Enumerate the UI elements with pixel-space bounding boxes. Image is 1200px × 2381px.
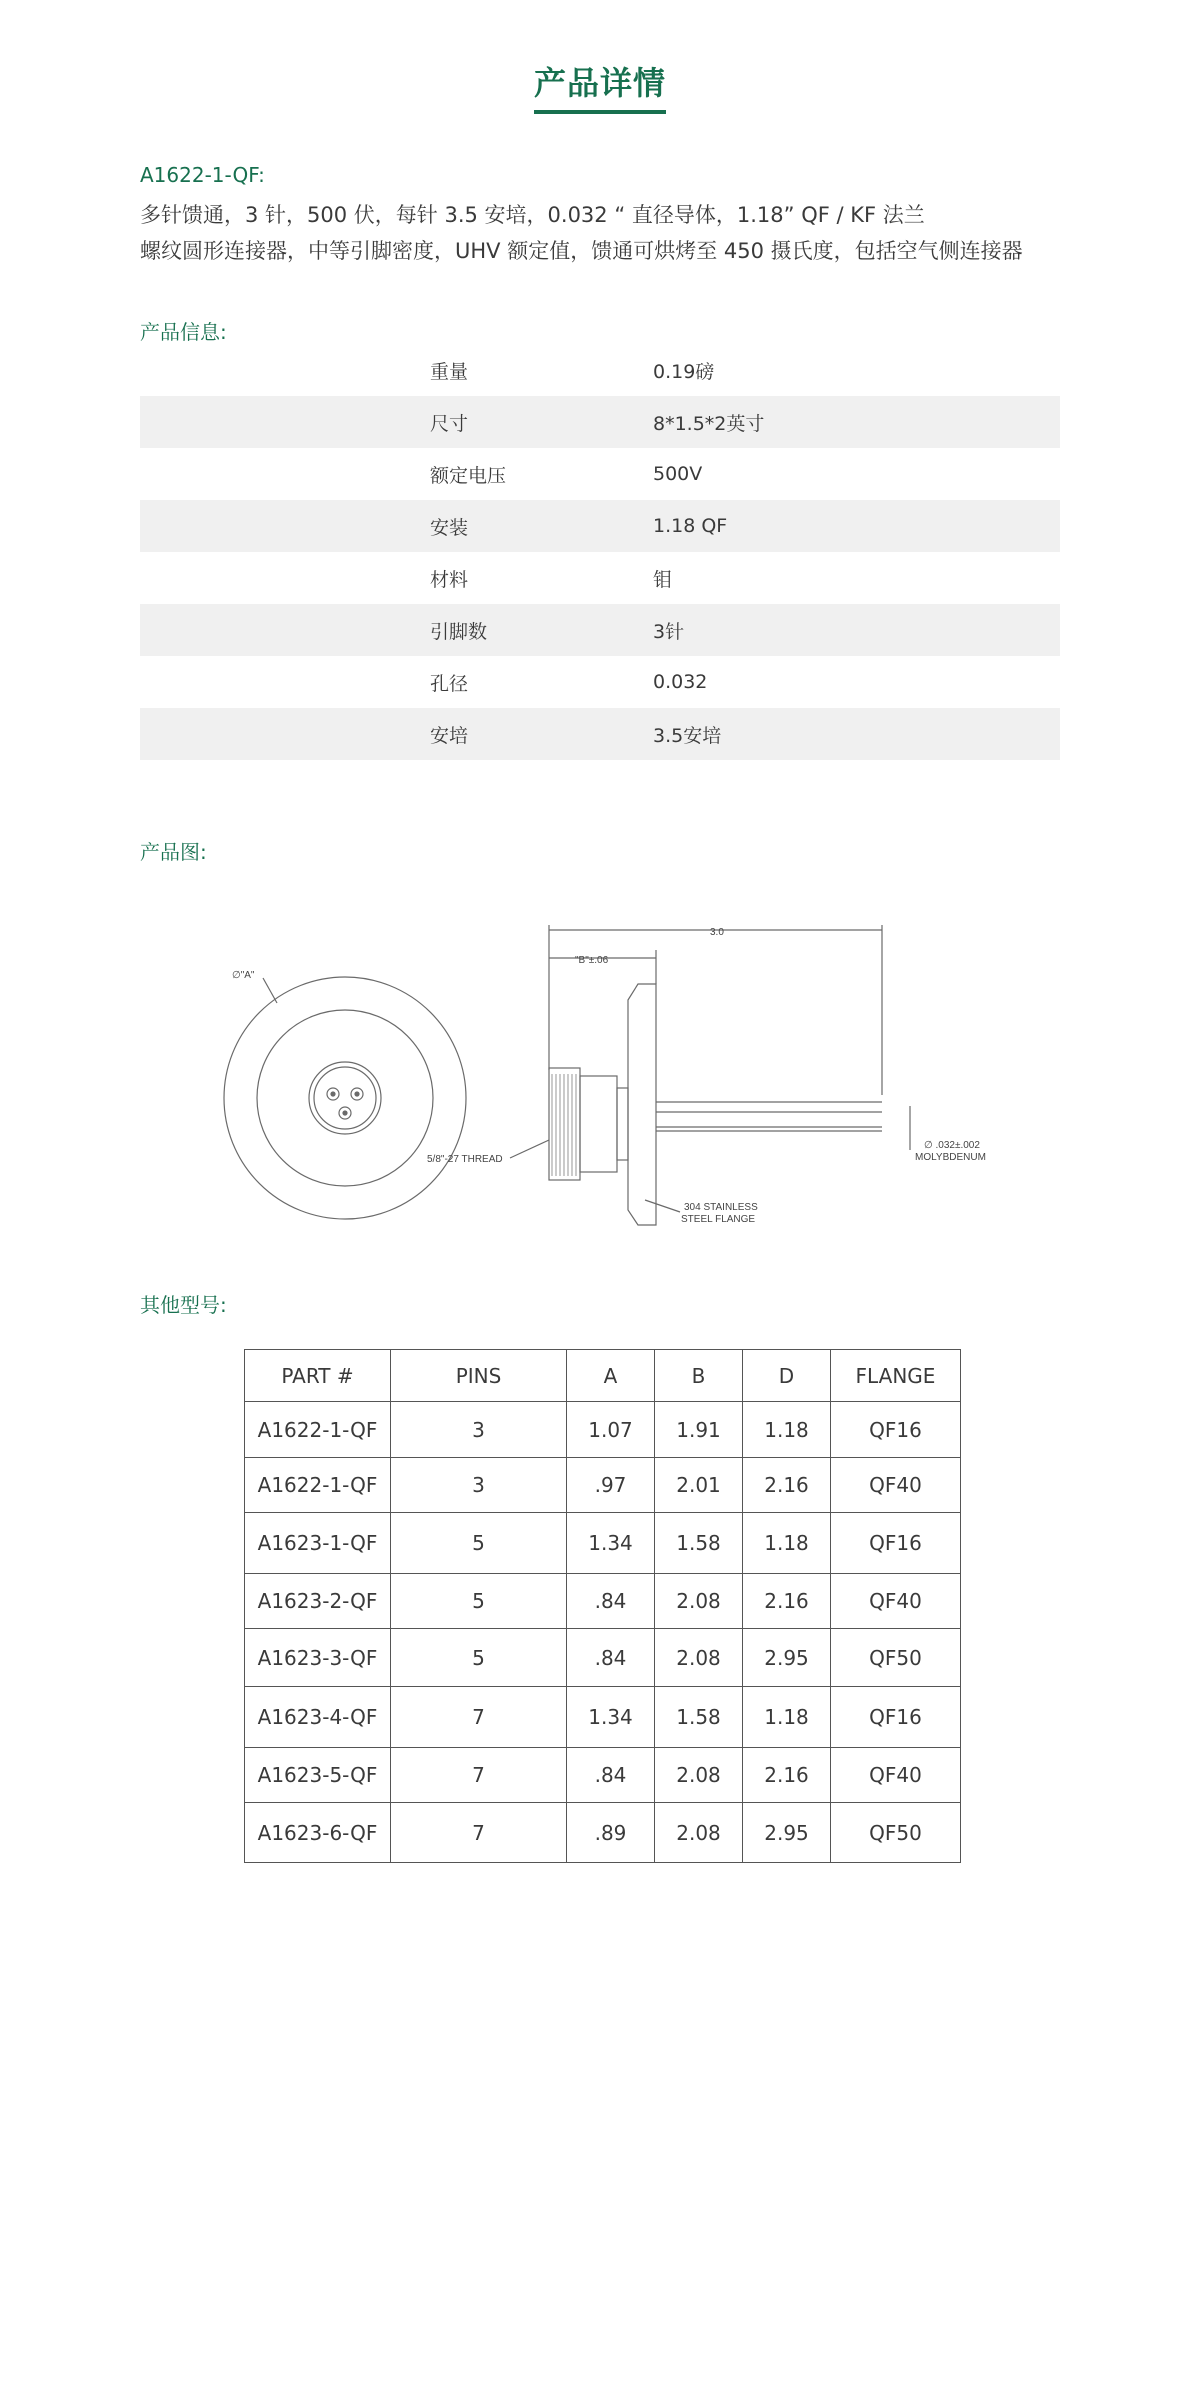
info-value: 0.19磅 xyxy=(653,360,715,383)
table-cell: 2.08 xyxy=(655,1748,743,1803)
connector-neck xyxy=(617,1088,628,1160)
info-row xyxy=(140,604,1060,656)
description-line-2: 螺纹圆形连接器，中等引脚密度，UHV 额定值，馈通可烘烤至 450 摄氏度，包括空气侧连接器 xyxy=(140,239,1023,263)
table-cell: 2.08 xyxy=(655,1574,743,1629)
front-view xyxy=(224,977,466,1219)
product-info-table xyxy=(140,344,1060,760)
table-cell: 1.58 xyxy=(655,1513,743,1574)
flange-leader xyxy=(645,1200,680,1212)
table-cell: 7 xyxy=(391,1803,567,1863)
thread-leader xyxy=(510,1140,549,1158)
flange-label-line-2: STEEL FLANGE xyxy=(681,1214,756,1225)
table-cell: 3 xyxy=(391,1402,567,1458)
product-info-label: 产品信息: xyxy=(140,320,227,344)
info-key: 引脚数 xyxy=(430,620,488,643)
column-header: FLANGE xyxy=(831,1350,961,1402)
product-diagram xyxy=(200,900,1000,1250)
info-row xyxy=(140,500,1060,552)
table-cell: A1623-2-QF xyxy=(245,1574,391,1629)
connector-ring-inner xyxy=(314,1067,376,1129)
info-key: 尺寸 xyxy=(430,412,469,435)
info-key: 重量 xyxy=(430,360,469,383)
table-cell: 1.91 xyxy=(655,1402,743,1458)
table-cell: A1623-1-QF xyxy=(245,1513,391,1574)
table-cell: QF50 xyxy=(831,1803,961,1863)
dim-overall-label: 3.0 xyxy=(710,927,724,938)
column-header: B xyxy=(655,1350,743,1402)
info-key: 材料 xyxy=(430,568,469,591)
table-cell: QF50 xyxy=(831,1629,961,1687)
flange-label-line-1: 304 STAINLESS xyxy=(684,1202,758,1213)
table-cell: 1.18 xyxy=(743,1513,831,1574)
table-cell: QF40 xyxy=(831,1748,961,1803)
table-row xyxy=(245,1574,961,1629)
connector-body xyxy=(580,1076,617,1172)
dim-b-label: "B"±.06 xyxy=(575,955,609,966)
table-header-row xyxy=(245,1350,961,1402)
table-cell: 1.58 xyxy=(655,1687,743,1748)
table-cell: 2.08 xyxy=(655,1629,743,1687)
pin-dot xyxy=(331,1092,335,1096)
table-cell: QF16 xyxy=(831,1687,961,1748)
table-cell: 1.34 xyxy=(567,1687,655,1748)
table-cell: QF16 xyxy=(831,1513,961,1574)
table-cell: 1.07 xyxy=(567,1402,655,1458)
table-cell: .84 xyxy=(567,1574,655,1629)
thread-hatching xyxy=(552,1074,576,1176)
wire-dim-label: ∅ .032±.002 xyxy=(924,1140,980,1151)
info-value: 500V xyxy=(653,463,703,485)
models-table xyxy=(244,1349,961,1863)
table-cell: 2.16 xyxy=(743,1748,831,1803)
table-cell: 5 xyxy=(391,1574,567,1629)
table-row xyxy=(245,1803,961,1863)
info-key: 孔径 xyxy=(430,672,469,695)
page-title xyxy=(0,58,1200,114)
model-number: A1622-1-QF: xyxy=(140,163,265,187)
table-cell: .97 xyxy=(567,1458,655,1513)
table-row xyxy=(245,1748,961,1803)
table-cell: 5 xyxy=(391,1513,567,1574)
pin-dot xyxy=(355,1092,359,1096)
table-cell: A1622-1-QF xyxy=(245,1402,391,1458)
table-row xyxy=(245,1687,961,1748)
other-models-label: 其他型号: xyxy=(140,1293,227,1317)
dim-a-label: ∅"A" xyxy=(232,970,255,981)
connector-ring-outer xyxy=(309,1062,381,1134)
table-cell: .84 xyxy=(567,1629,655,1687)
flange-inner-circle xyxy=(257,1010,433,1186)
table-cell: 3 xyxy=(391,1458,567,1513)
flange-outer-circle xyxy=(224,977,466,1219)
table-cell: 2.95 xyxy=(743,1803,831,1863)
table-row xyxy=(245,1458,961,1513)
column-header: PINS xyxy=(391,1350,567,1402)
table-cell: QF40 xyxy=(831,1458,961,1513)
table-cell: 5 xyxy=(391,1629,567,1687)
description-line-1: 多针馈通，3 针，500 伏，每针 3.5 安培，0.032 “ 直径导体，1.18” QF / KF 法兰 xyxy=(140,203,925,227)
table-row xyxy=(245,1629,961,1687)
table-cell: 2.01 xyxy=(655,1458,743,1513)
info-row xyxy=(140,656,1060,708)
info-row xyxy=(140,344,1060,396)
table-cell: 2.16 xyxy=(743,1458,831,1513)
dim-a-leader xyxy=(263,978,277,1003)
table-cell: QF40 xyxy=(831,1574,961,1629)
flange-profile xyxy=(628,984,656,1225)
pin-dot xyxy=(343,1111,347,1115)
product-diagram-label: 产品图: xyxy=(140,840,207,864)
table-cell: A1622-1-QF xyxy=(245,1458,391,1513)
info-key: 额定电压 xyxy=(430,464,507,487)
table-cell: .89 xyxy=(567,1803,655,1863)
thread-label: 5/8"-27 THREAD xyxy=(427,1154,503,1165)
table-cell: 1.18 xyxy=(743,1687,831,1748)
info-value: 0.032 xyxy=(653,671,708,693)
info-row xyxy=(140,396,1060,448)
side-view xyxy=(510,925,910,1225)
table-cell: 7 xyxy=(391,1687,567,1748)
info-key: 安装 xyxy=(430,516,469,539)
table-cell: 7 xyxy=(391,1748,567,1803)
table-cell: 2.95 xyxy=(743,1629,831,1687)
thread-body xyxy=(549,1068,580,1180)
table-cell: A1623-5-QF xyxy=(245,1748,391,1803)
info-value: 1.18 QF xyxy=(653,515,728,537)
info-row xyxy=(140,448,1060,500)
table-cell: A1623-4-QF xyxy=(245,1687,391,1748)
table-row xyxy=(245,1402,961,1458)
table-cell: 1.34 xyxy=(567,1513,655,1574)
wire-material-label: MOLYBDENUM xyxy=(915,1152,986,1163)
info-row xyxy=(140,552,1060,604)
info-value: 3.5安培 xyxy=(653,724,722,747)
info-key: 安培 xyxy=(430,724,469,747)
page-title-text: 产品详情 xyxy=(534,58,666,114)
column-header: A xyxy=(567,1350,655,1402)
info-value: 8*1.5*2英寸 xyxy=(653,412,765,435)
table-cell: 1.18 xyxy=(743,1402,831,1458)
table-cell: 2.08 xyxy=(655,1803,743,1863)
table-row xyxy=(245,1513,961,1574)
table-cell: QF16 xyxy=(831,1402,961,1458)
table-cell: A1623-3-QF xyxy=(245,1629,391,1687)
column-header: PART # xyxy=(245,1350,391,1402)
table-cell: 2.16 xyxy=(743,1574,831,1629)
info-value: 3针 xyxy=(653,620,685,643)
table-cell: A1623-6-QF xyxy=(245,1803,391,1863)
column-header: D xyxy=(743,1350,831,1402)
info-row xyxy=(140,708,1060,760)
table-cell: .84 xyxy=(567,1748,655,1803)
info-value: 钼 xyxy=(653,568,673,591)
